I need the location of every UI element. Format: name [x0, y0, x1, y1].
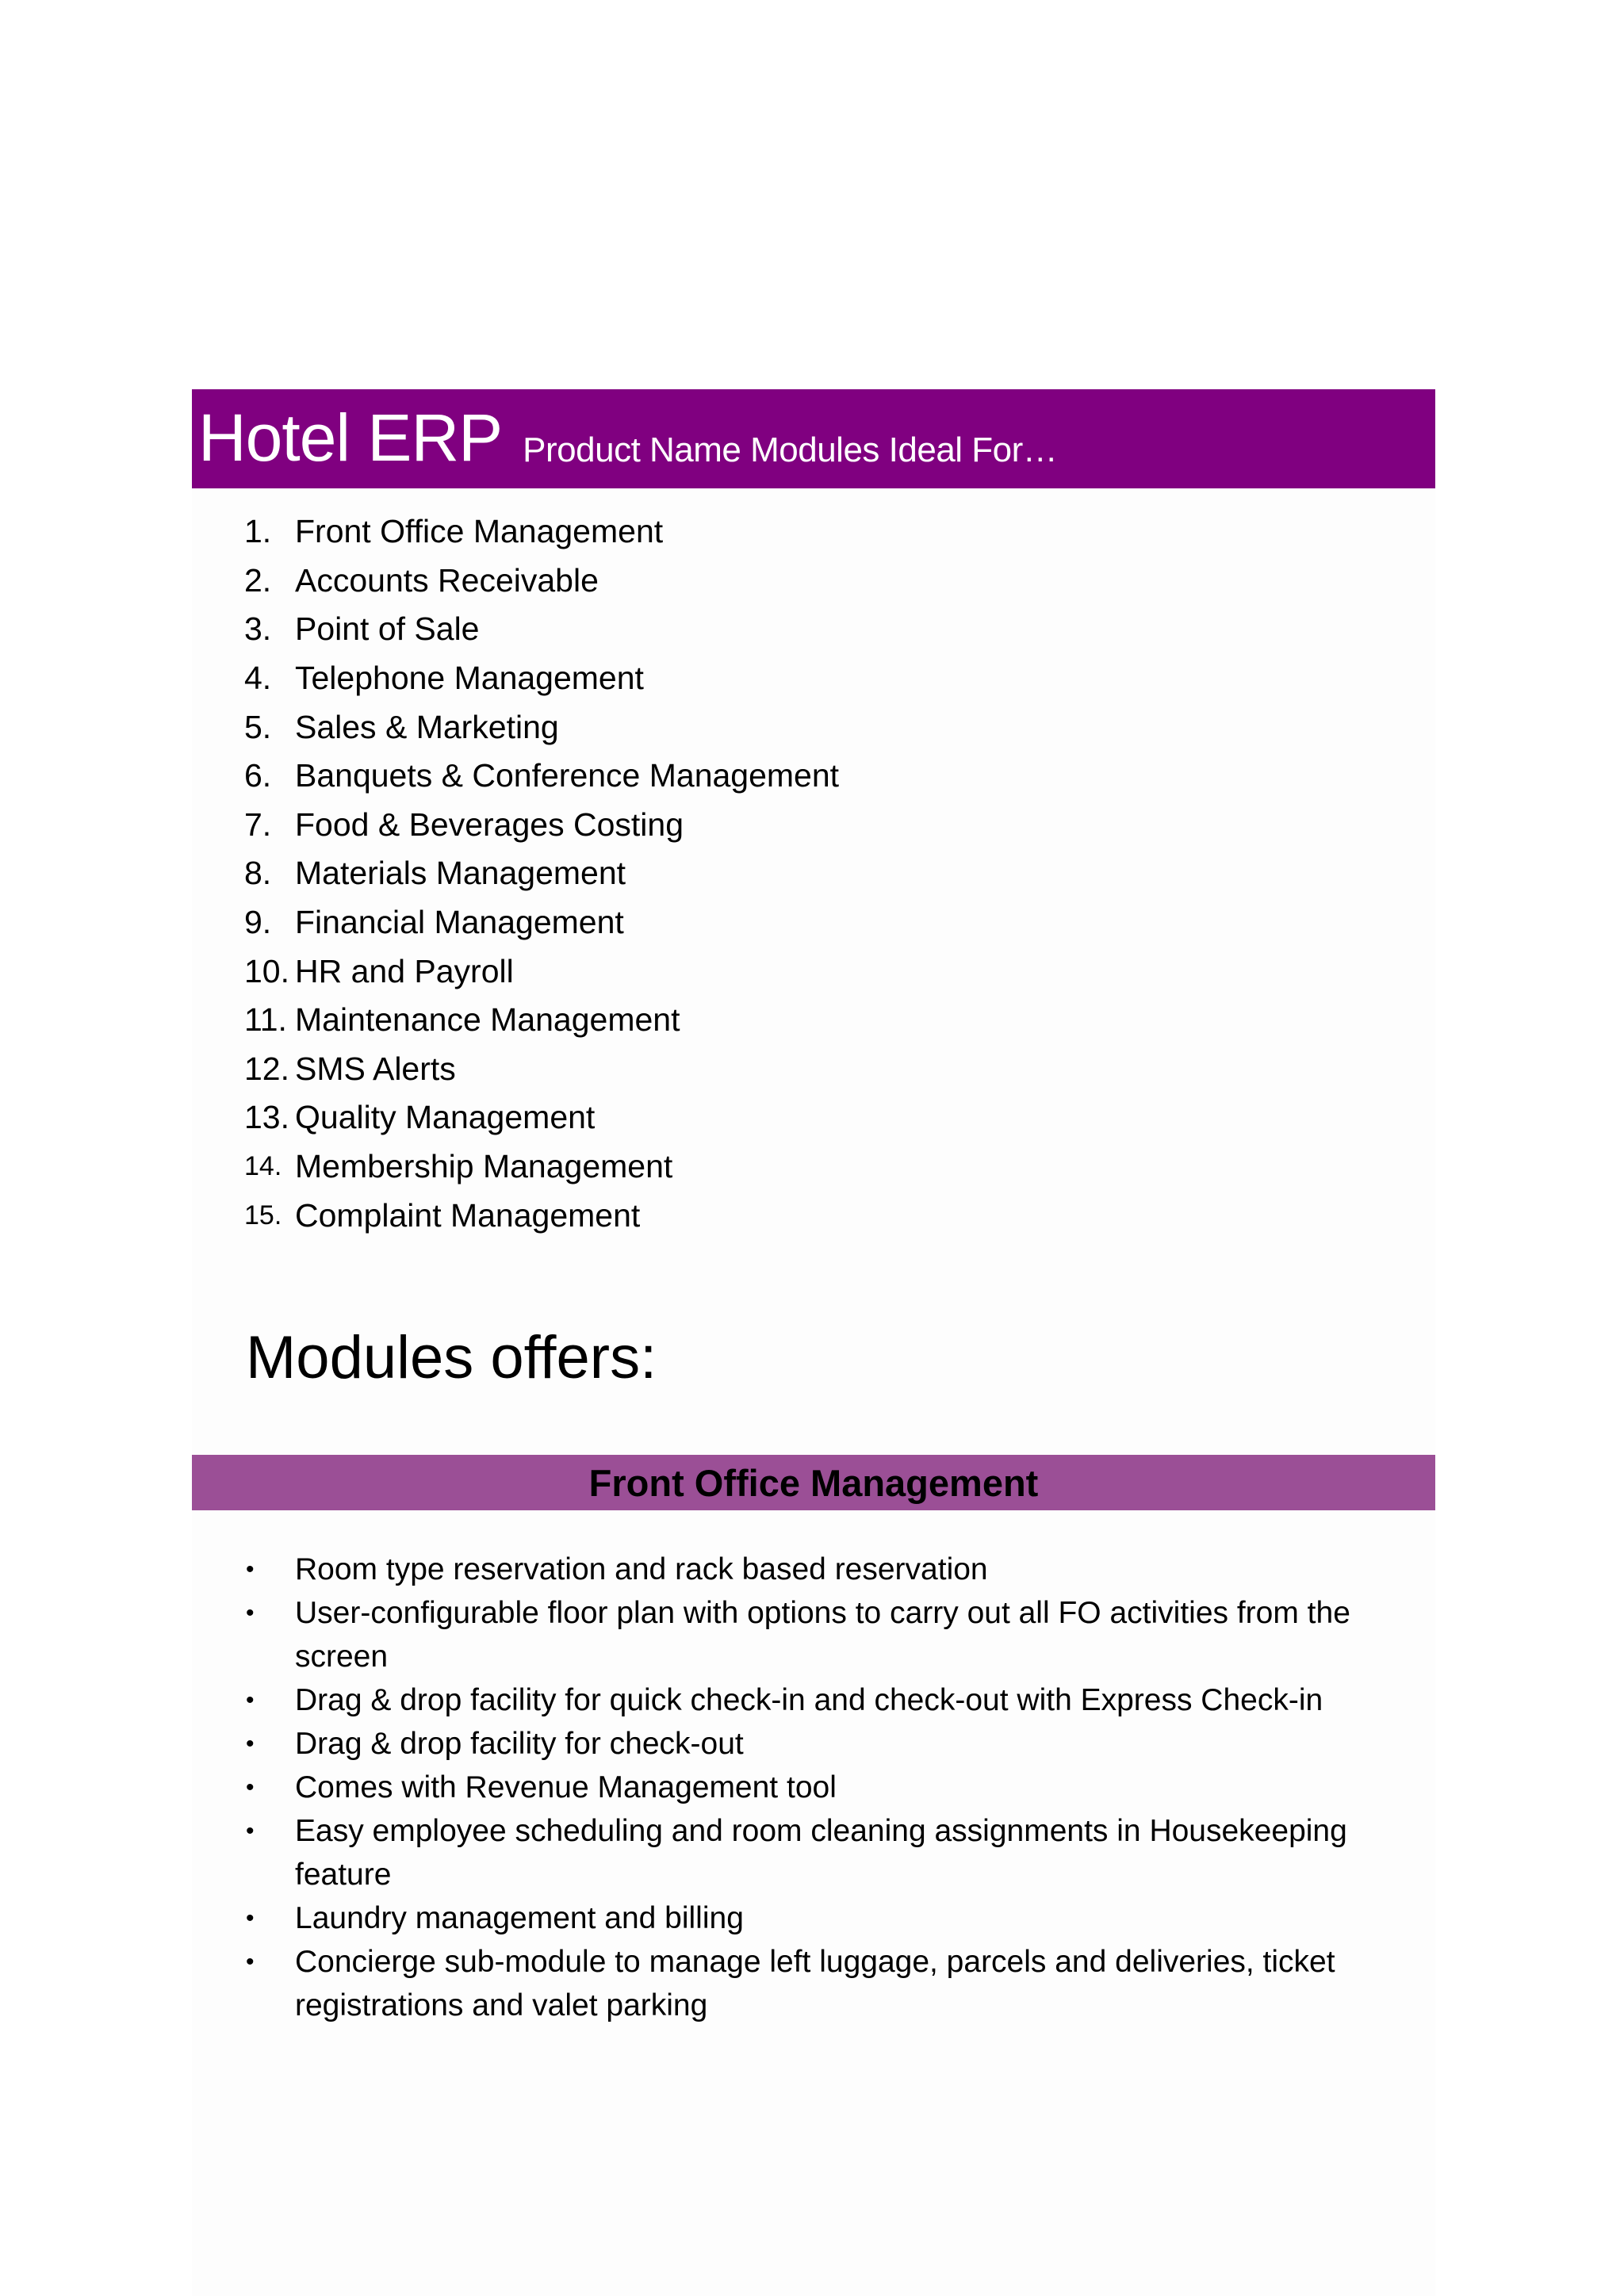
feature-item: [246, 1548, 1435, 1591]
list-label: Maintenance Management: [295, 1001, 680, 1039]
list-number: 14.: [244, 1151, 282, 1182]
list-item: [244, 507, 839, 557]
feature-text: Drag & drop facility for check-out: [295, 1727, 744, 1761]
list-label: Point of Sale: [295, 610, 480, 648]
list-number: 13.: [244, 1099, 289, 1136]
list-number: 10.: [244, 952, 289, 989]
list-item: [244, 605, 839, 654]
feature-item: [246, 1591, 1435, 1678]
bullet-icon: •: [246, 1600, 255, 1626]
module-header-front-office: [192, 1455, 1435, 1510]
list-item: [244, 801, 839, 850]
feature-list: [246, 1548, 1435, 2027]
feature-text: Room type reservation and rack based reservation: [295, 1552, 988, 1586]
list-item: [244, 557, 839, 606]
feature-item: [246, 1722, 1435, 1766]
list-label: Front Office Management: [295, 513, 664, 550]
list-number: 11.: [244, 1001, 287, 1039]
list-label: SMS Alerts: [295, 1050, 456, 1087]
bullet-icon: •: [246, 1687, 255, 1713]
feature-text: User-configurable floor plan with options to carry out all FO activities from the screen: [295, 1596, 1350, 1674]
page-subtitle: Product Name Modules Ideal For…: [523, 430, 1058, 469]
list-label: Materials Management: [295, 855, 626, 892]
ideal-for-list: [244, 507, 839, 1240]
list-number: 1.: [244, 513, 272, 550]
list-item: [244, 1093, 839, 1142]
list-item: [244, 1142, 839, 1192]
list-label: Quality Management: [295, 1099, 596, 1136]
list-label: Food & Beverages Costing: [295, 806, 684, 843]
list-number: 9.: [244, 904, 272, 941]
list-number: 12.: [244, 1050, 289, 1087]
list-number: 4.: [244, 660, 272, 697]
list-number: 15.: [244, 1200, 282, 1230]
bullet-icon: •: [246, 1774, 255, 1800]
list-item: [244, 1191, 839, 1240]
feature-item: [246, 1809, 1435, 1896]
list-number: 7.: [244, 806, 272, 843]
list-label: Membership Management: [295, 1148, 673, 1185]
bullet-icon: •: [246, 1731, 255, 1757]
list-item: [244, 898, 839, 947]
feature-text: Easy employee scheduling and room cleaning assignments in Housekeeping feature: [295, 1814, 1347, 1892]
feature-item: [246, 1896, 1435, 1940]
bullet-icon: •: [246, 1556, 255, 1582]
list-item: [244, 1045, 839, 1094]
feature-item: [246, 1678, 1435, 1722]
list-label: Telephone Management: [295, 660, 644, 697]
list-number: 6.: [244, 757, 272, 794]
list-item: [244, 947, 839, 996]
feature-text: Drag & drop facility for quick check-in and check-out with Express Check-in: [295, 1683, 1323, 1717]
list-number: 2.: [244, 561, 272, 599]
list-number: 5.: [244, 708, 272, 745]
feature-text: Comes with Revenue Management tool: [295, 1770, 837, 1804]
bullet-icon: •: [246, 1818, 255, 1844]
page-title: Hotel ERP: [198, 400, 503, 475]
list-label: Accounts Receivable: [295, 561, 599, 599]
list-label: Complaint Management: [295, 1196, 641, 1234]
list-item: [244, 654, 839, 703]
list-item: [244, 702, 839, 752]
list-label: Sales & Marketing: [295, 708, 559, 745]
list-number: 8.: [244, 855, 272, 892]
feature-text: Concierge sub-module to manage left luggage, parcels and deliveries, ticket registrations and valet parking: [295, 1945, 1335, 2022]
feature-item: [246, 1766, 1435, 1809]
list-item: [244, 752, 839, 801]
title-bar: [192, 389, 1435, 488]
module-title: Front Office Management: [588, 1461, 1039, 1504]
list-item: [244, 996, 839, 1045]
list-label: Financial Management: [295, 904, 624, 941]
modules-heading: Modules offers:: [246, 1324, 657, 1391]
feature-item: [246, 1940, 1435, 2027]
feature-text: Laundry management and billing: [295, 1901, 744, 1935]
list-label: Banquets & Conference Management: [295, 757, 840, 794]
list-number: 3.: [244, 610, 272, 648]
list-label: HR and Payroll: [295, 952, 514, 989]
bullet-icon: •: [246, 1949, 255, 1975]
list-item: [244, 849, 839, 898]
bullet-icon: •: [246, 1905, 255, 1931]
